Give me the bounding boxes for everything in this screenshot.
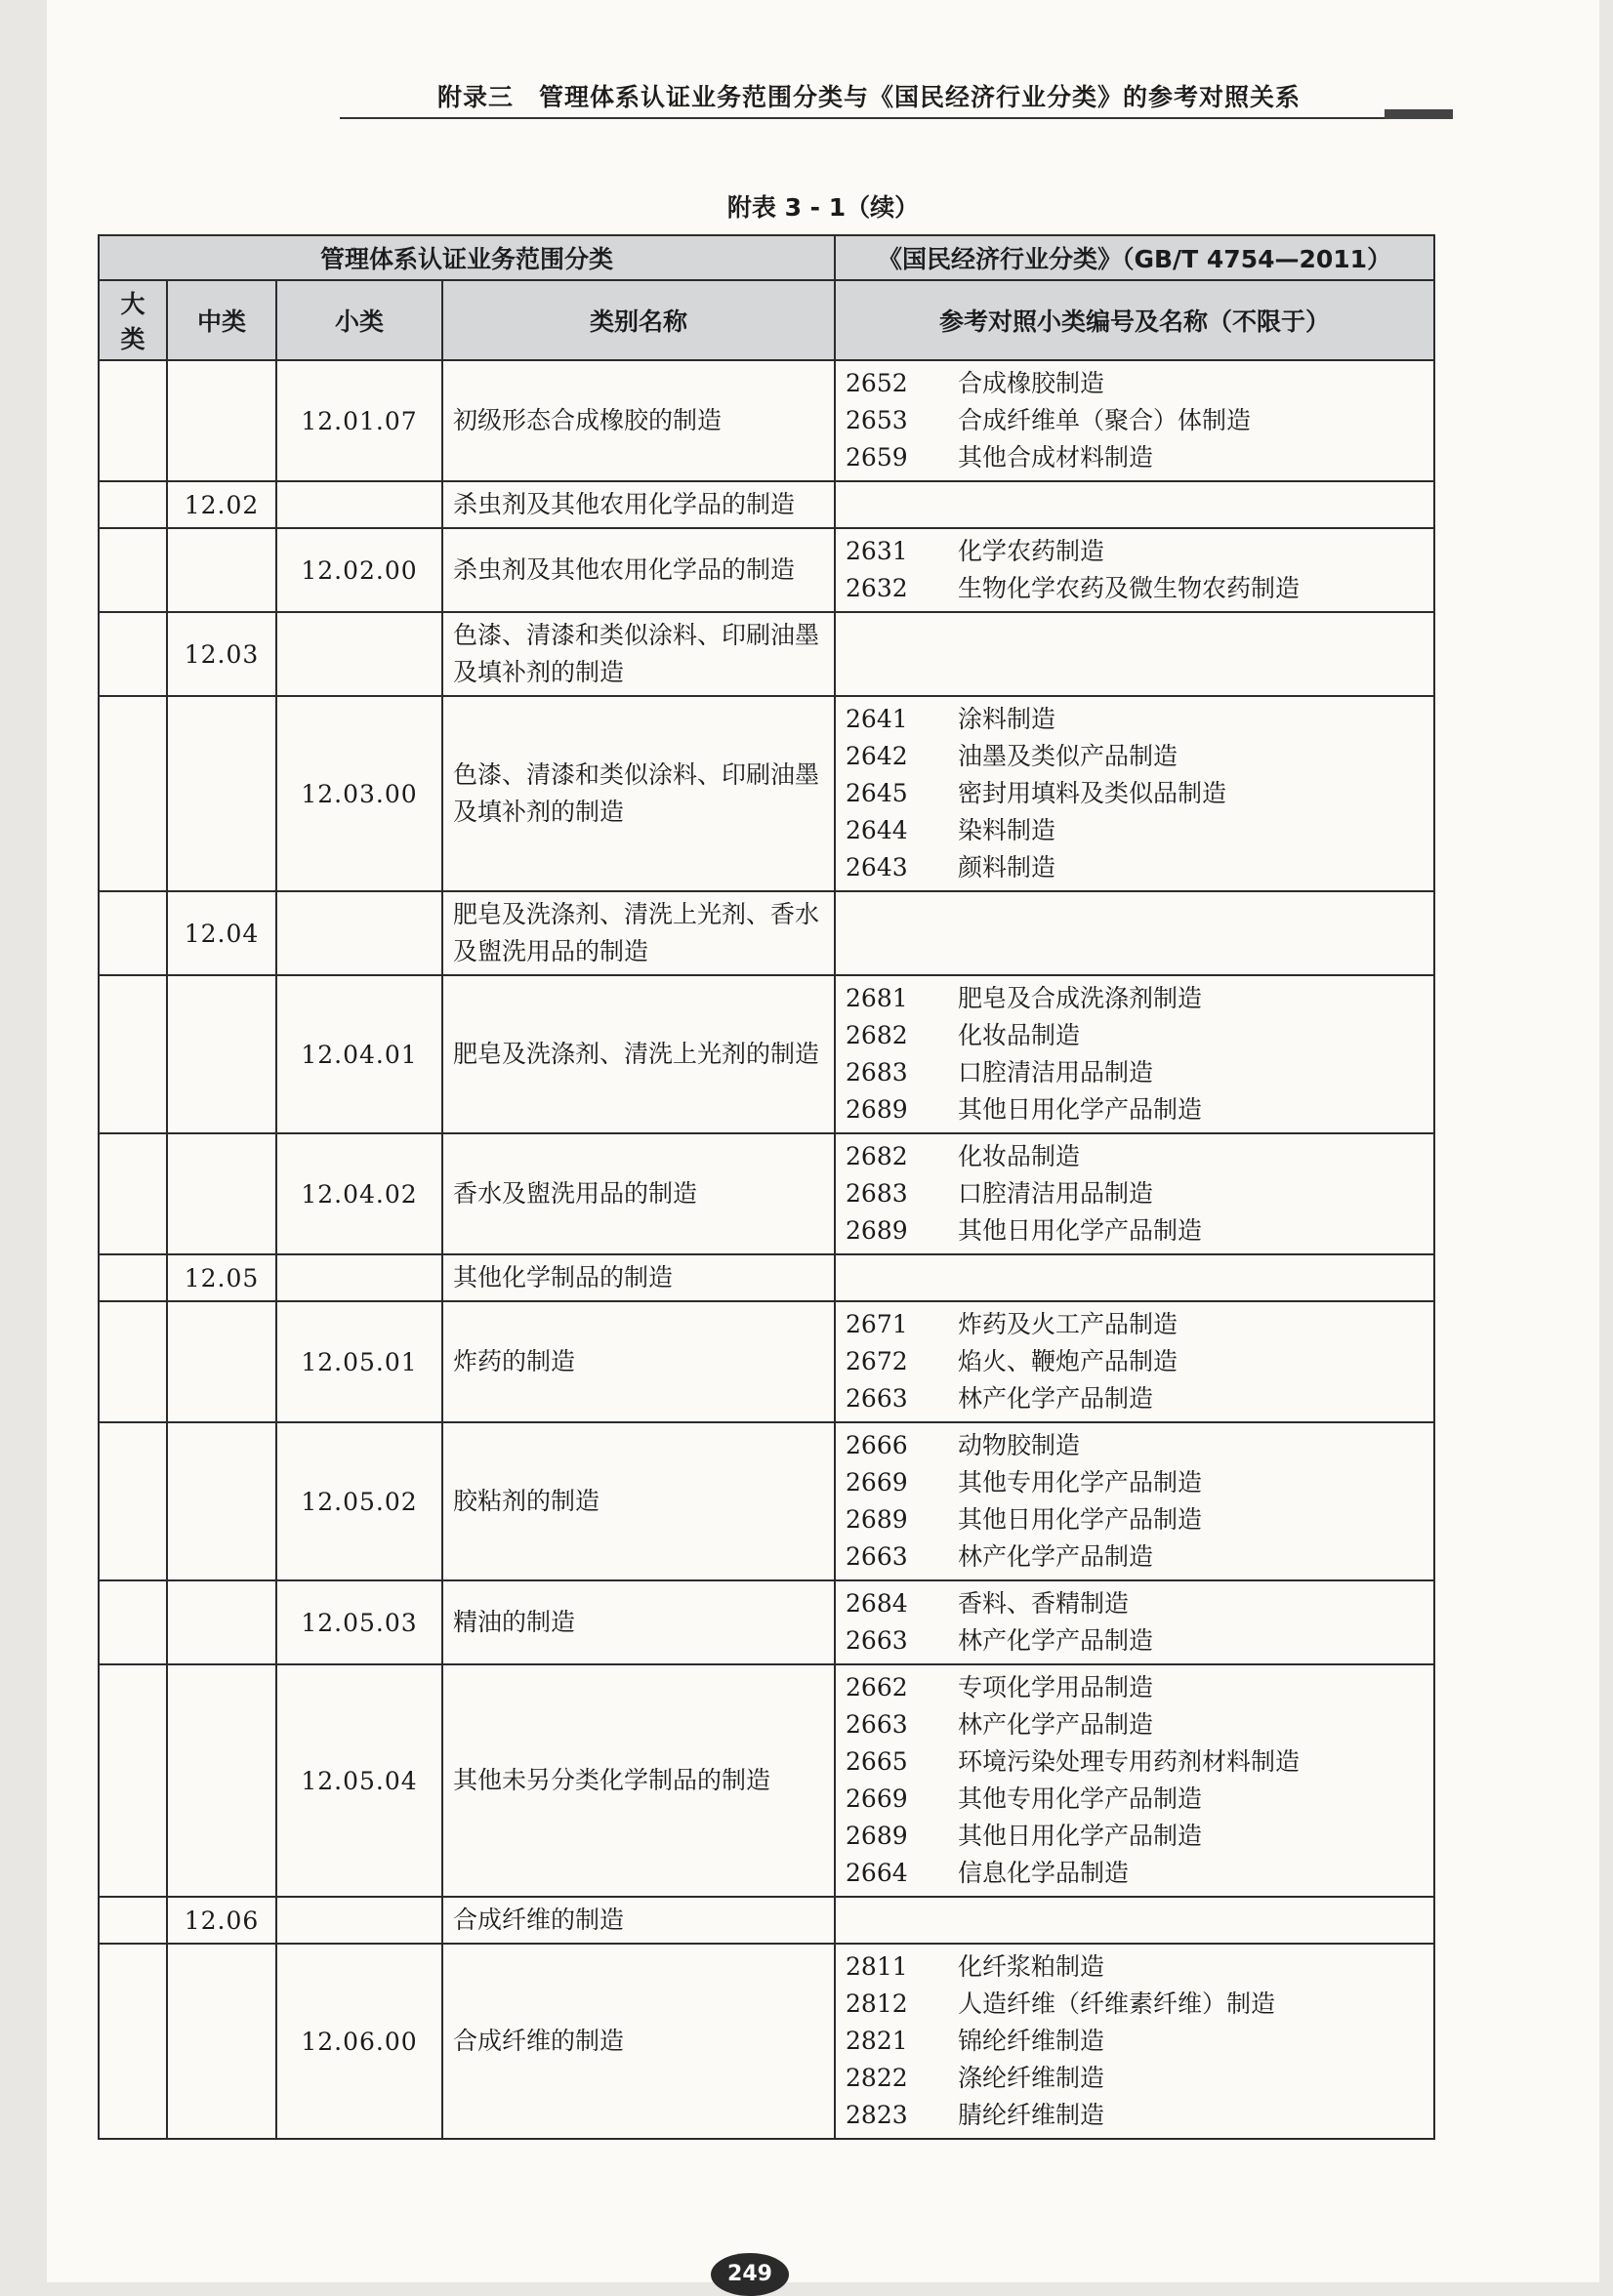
header-rule [340, 117, 1414, 119]
reference-code: 2823 [846, 2101, 908, 2129]
major-cell [99, 1580, 167, 1664]
category-name-cell: 杀虫剂及其他农用化学品的制造 [442, 528, 835, 612]
reference-code: 2663 [846, 1626, 908, 1655]
reference-name: 化学农药制造 [958, 537, 1105, 565]
middle-cell [167, 1133, 276, 1254]
col-category-name: 类别名称 [442, 280, 835, 360]
minor-cell: 12.05.01 [276, 1301, 442, 1422]
reference-code: 2811 [846, 1952, 908, 1981]
table-row [99, 1422, 1434, 1580]
middle-cell [167, 1422, 276, 1580]
reference-item [846, 775, 1424, 812]
reference-item [846, 812, 1424, 849]
reference-name: 合成纤维单（聚合）体制造 [958, 406, 1252, 434]
major-cell [99, 360, 167, 481]
minor-cell: 12.04.01 [276, 975, 442, 1133]
minor-cell: 12.04.02 [276, 1133, 442, 1254]
reference-code: 2665 [846, 1747, 908, 1776]
major-cell [99, 891, 167, 975]
col-reference: 参考对照小类编号及名称（不限于） [835, 280, 1434, 360]
minor-cell: 12.06.00 [276, 1944, 442, 2139]
reference-item [846, 1948, 1424, 1986]
reference-item [846, 1706, 1424, 1743]
reference-name: 口腔清洁用品制造 [958, 1179, 1154, 1208]
reference-name: 香料、香精制造 [958, 1589, 1130, 1618]
reference-name: 化纤浆粕制造 [958, 1952, 1105, 1981]
category-name-cell: 初级形态合成橡胶的制造 [442, 360, 835, 481]
reference-code: 2689 [846, 1822, 908, 1850]
reference-code: 2663 [846, 1542, 908, 1571]
reference-code: 2671 [846, 1310, 908, 1338]
classification-table [98, 234, 1435, 2140]
reference-cell [835, 1422, 1434, 1580]
minor-cell [276, 612, 442, 696]
reference-code: 2631 [846, 537, 908, 565]
reference-code: 2669 [846, 1784, 908, 1813]
minor-cell: 12.01.07 [276, 360, 442, 481]
middle-cell: 12.02 [167, 481, 276, 528]
reference-name: 油墨及类似产品制造 [958, 742, 1179, 770]
table-row [99, 1133, 1434, 1254]
middle-cell [167, 1664, 276, 1897]
reference-code: 2664 [846, 1859, 908, 1887]
category-name-cell: 杀虫剂及其他农用化学品的制造 [442, 481, 835, 528]
reference-name: 口腔清洁用品制造 [958, 1058, 1154, 1086]
reference-code: 2681 [846, 984, 908, 1012]
reference-cell [835, 1580, 1434, 1664]
reference-code: 2652 [846, 369, 908, 397]
reference-cell [835, 612, 1434, 696]
col-middle: 中类 [167, 280, 276, 360]
reference-cell [835, 1897, 1434, 1944]
reference-code: 2683 [846, 1058, 908, 1086]
reference-code: 2689 [846, 1095, 908, 1124]
category-name-cell: 炸药的制造 [442, 1301, 835, 1422]
reference-code: 2682 [846, 1142, 908, 1170]
reference-name: 涂料制造 [958, 705, 1056, 733]
middle-cell: 12.03 [167, 612, 276, 696]
category-name-cell: 胶粘剂的制造 [442, 1422, 835, 1580]
reference-name: 腈纶纤维制造 [958, 2101, 1105, 2129]
minor-cell [276, 1897, 442, 1944]
reference-item [846, 1538, 1424, 1576]
reference-code: 2653 [846, 406, 908, 434]
reference-item [846, 2097, 1424, 2134]
reference-cell [835, 975, 1434, 1133]
reference-name: 其他日用化学产品制造 [958, 1505, 1203, 1534]
table-title: 附表 3 - 1（续） [726, 193, 920, 222]
middle-cell [167, 528, 276, 612]
col-major: 大类 [99, 280, 167, 360]
reference-code: 2663 [846, 1384, 908, 1413]
minor-cell [276, 481, 442, 528]
reference-code: 2669 [846, 1468, 908, 1496]
reference-name: 林产化学产品制造 [958, 1542, 1154, 1571]
reference-item [846, 1427, 1424, 1464]
major-cell [99, 1133, 167, 1254]
table-row [99, 891, 1434, 975]
reference-item [846, 439, 1424, 476]
major-cell [99, 481, 167, 528]
reference-item [846, 980, 1424, 1017]
major-cell [99, 696, 167, 891]
reference-item [846, 1743, 1424, 1781]
category-name-cell: 合成纤维的制造 [442, 1944, 835, 2139]
reference-code: 2822 [846, 2064, 908, 2092]
reference-item [846, 1781, 1424, 1818]
reference-code: 2672 [846, 1347, 908, 1375]
reference-name: 信息化学品制造 [958, 1859, 1130, 1887]
reference-item [846, 402, 1424, 439]
reference-name: 动物胶制造 [958, 1431, 1081, 1459]
middle-cell [167, 1944, 276, 2139]
reference-cell [835, 696, 1434, 891]
minor-cell [276, 1254, 442, 1301]
reference-item [846, 570, 1424, 607]
running-header: 附录三 管理体系认证业务范围分类与《国民经济行业分类》的参考对照关系 [437, 83, 1302, 111]
reference-item [846, 365, 1424, 402]
reference-code: 2812 [846, 1989, 908, 2018]
reference-item [846, 2060, 1424, 2097]
reference-name: 林产化学产品制造 [958, 1384, 1154, 1413]
reference-item [846, 1343, 1424, 1380]
reference-code: 2642 [846, 742, 908, 770]
reference-name: 颜料制造 [958, 853, 1056, 882]
reference-name: 其他日用化学产品制造 [958, 1216, 1203, 1245]
table-row [99, 612, 1434, 696]
minor-cell: 12.03.00 [276, 696, 442, 891]
reference-name: 涤纶纤维制造 [958, 2064, 1105, 2092]
reference-item [846, 1818, 1424, 1855]
reference-item [846, 701, 1424, 738]
reference-code: 2689 [846, 1216, 908, 1245]
reference-item [846, 1585, 1424, 1622]
reference-item [846, 1212, 1424, 1250]
minor-cell: 12.05.03 [276, 1580, 442, 1664]
table-row [99, 360, 1434, 481]
reference-code: 2645 [846, 779, 908, 807]
category-name-cell: 肥皂及洗涤剂、清洗上光剂、香水及盥洗用品的制造 [442, 891, 835, 975]
table-row [99, 1664, 1434, 1897]
middle-cell [167, 696, 276, 891]
reference-code: 2632 [846, 574, 908, 602]
reference-code: 2659 [846, 443, 908, 472]
category-name-cell: 合成纤维的制造 [442, 1897, 835, 1944]
middle-cell: 12.06 [167, 1897, 276, 1944]
category-name-cell: 香水及盥洗用品的制造 [442, 1133, 835, 1254]
table-body [99, 360, 1434, 2139]
reference-item [846, 1464, 1424, 1501]
reference-cell [835, 360, 1434, 481]
reference-code: 2662 [846, 1673, 908, 1702]
middle-cell [167, 1301, 276, 1422]
reference-name: 其他日用化学产品制造 [958, 1822, 1203, 1850]
reference-code: 2666 [846, 1431, 908, 1459]
table-row [99, 1254, 1434, 1301]
reference-item [846, 1501, 1424, 1538]
reference-name: 锦纶纤维制造 [958, 2027, 1105, 2055]
table-row [99, 1301, 1434, 1422]
reference-cell [835, 1301, 1434, 1422]
major-cell [99, 612, 167, 696]
reference-item [846, 533, 1424, 570]
reference-code: 2641 [846, 705, 908, 733]
reference-name: 化妆品制造 [958, 1021, 1081, 1049]
reference-item [846, 1017, 1424, 1054]
major-cell [99, 528, 167, 612]
table-row [99, 1897, 1434, 1944]
table-row [99, 528, 1434, 612]
reference-item [846, 1380, 1424, 1417]
middle-cell: 12.04 [167, 891, 276, 975]
reference-cell [835, 481, 1434, 528]
table-row [99, 1580, 1434, 1664]
reference-name: 林产化学产品制造 [958, 1710, 1154, 1739]
document-page [47, 0, 1599, 2286]
reference-item [846, 1054, 1424, 1091]
middle-cell [167, 360, 276, 481]
reference-cell [835, 1133, 1434, 1254]
major-cell [99, 1944, 167, 2139]
reference-name: 生物化学农药及微生物农药制造 [958, 574, 1301, 602]
category-name-cell: 精油的制造 [442, 1580, 835, 1664]
reference-name: 染料制造 [958, 816, 1056, 844]
reference-item [846, 738, 1424, 775]
reference-code: 2689 [846, 1505, 908, 1534]
reference-item [846, 1138, 1424, 1175]
reference-cell [835, 1944, 1434, 2139]
minor-cell: 12.05.02 [276, 1422, 442, 1580]
reference-item [846, 1855, 1424, 1892]
reference-name: 炸药及火工产品制造 [958, 1310, 1179, 1338]
col-minor: 小类 [276, 280, 442, 360]
category-name-cell: 其他未另分类化学制品的制造 [442, 1664, 835, 1897]
reference-code: 2684 [846, 1589, 908, 1618]
reference-name: 环境污染处理专用药剂材料制造 [958, 1747, 1301, 1776]
table-row [99, 481, 1434, 528]
reference-name: 密封用填料及类似品制造 [958, 779, 1227, 807]
middle-cell [167, 1580, 276, 1664]
reference-name: 其他专用化学产品制造 [958, 1468, 1203, 1496]
category-name-cell: 色漆、清漆和类似涂料、印刷油墨及填补剂的制造 [442, 696, 835, 891]
major-cell [99, 1301, 167, 1422]
reference-item [846, 849, 1424, 886]
table-row [99, 696, 1434, 891]
reference-name: 化妆品制造 [958, 1142, 1081, 1170]
reference-name: 肥皂及合成洗涤剂制造 [958, 984, 1203, 1012]
reference-cell [835, 528, 1434, 612]
reference-item [846, 2023, 1424, 2060]
reference-name: 其他日用化学产品制造 [958, 1095, 1203, 1124]
reference-cell [835, 891, 1434, 975]
minor-cell: 12.05.04 [276, 1664, 442, 1897]
major-cell [99, 1897, 167, 1944]
minor-cell: 12.02.00 [276, 528, 442, 612]
reference-name: 其他合成材料制造 [958, 443, 1154, 472]
reference-item [846, 1306, 1424, 1343]
reference-name: 焰火、鞭炮产品制造 [958, 1347, 1179, 1375]
reference-item [846, 1669, 1424, 1706]
middle-cell [167, 975, 276, 1133]
reference-code: 2663 [846, 1710, 908, 1739]
reference-code: 2644 [846, 816, 908, 844]
reference-code: 2821 [846, 2027, 908, 2055]
reference-code: 2683 [846, 1179, 908, 1208]
reference-item [846, 1622, 1424, 1660]
table-row [99, 1944, 1434, 2139]
minor-cell [276, 891, 442, 975]
page-number: 249 [711, 2253, 789, 2296]
reference-cell [835, 1254, 1434, 1301]
major-cell [99, 1254, 167, 1301]
reference-name: 林产化学产品制造 [958, 1626, 1154, 1655]
reference-item [846, 1091, 1424, 1128]
category-name-cell: 肥皂及洗涤剂、清洗上光剂的制造 [442, 975, 835, 1133]
middle-cell: 12.05 [167, 1254, 276, 1301]
category-name-cell: 色漆、清漆和类似涂料、印刷油墨及填补剂的制造 [442, 612, 835, 696]
group-header-right: 《国民经济行业分类》（GB/T 4754—2011） [835, 235, 1434, 280]
reference-name: 专项化学用品制造 [958, 1673, 1154, 1702]
reference-code: 2682 [846, 1021, 908, 1049]
reference-name: 合成橡胶制造 [958, 369, 1105, 397]
major-cell [99, 1422, 167, 1580]
category-name-cell: 其他化学制品的制造 [442, 1254, 835, 1301]
group-header-left: 管理体系认证业务范围分类 [99, 235, 835, 280]
reference-name: 其他专用化学产品制造 [958, 1784, 1203, 1813]
major-cell [99, 1664, 167, 1897]
header-mark [1385, 109, 1453, 119]
major-cell [99, 975, 167, 1133]
reference-name: 人造纤维（纤维素纤维）制造 [958, 1989, 1276, 2018]
table-row [99, 975, 1434, 1133]
reference-cell [835, 1664, 1434, 1897]
reference-item [846, 1175, 1424, 1212]
reference-item [846, 1986, 1424, 2023]
reference-code: 2643 [846, 853, 908, 882]
